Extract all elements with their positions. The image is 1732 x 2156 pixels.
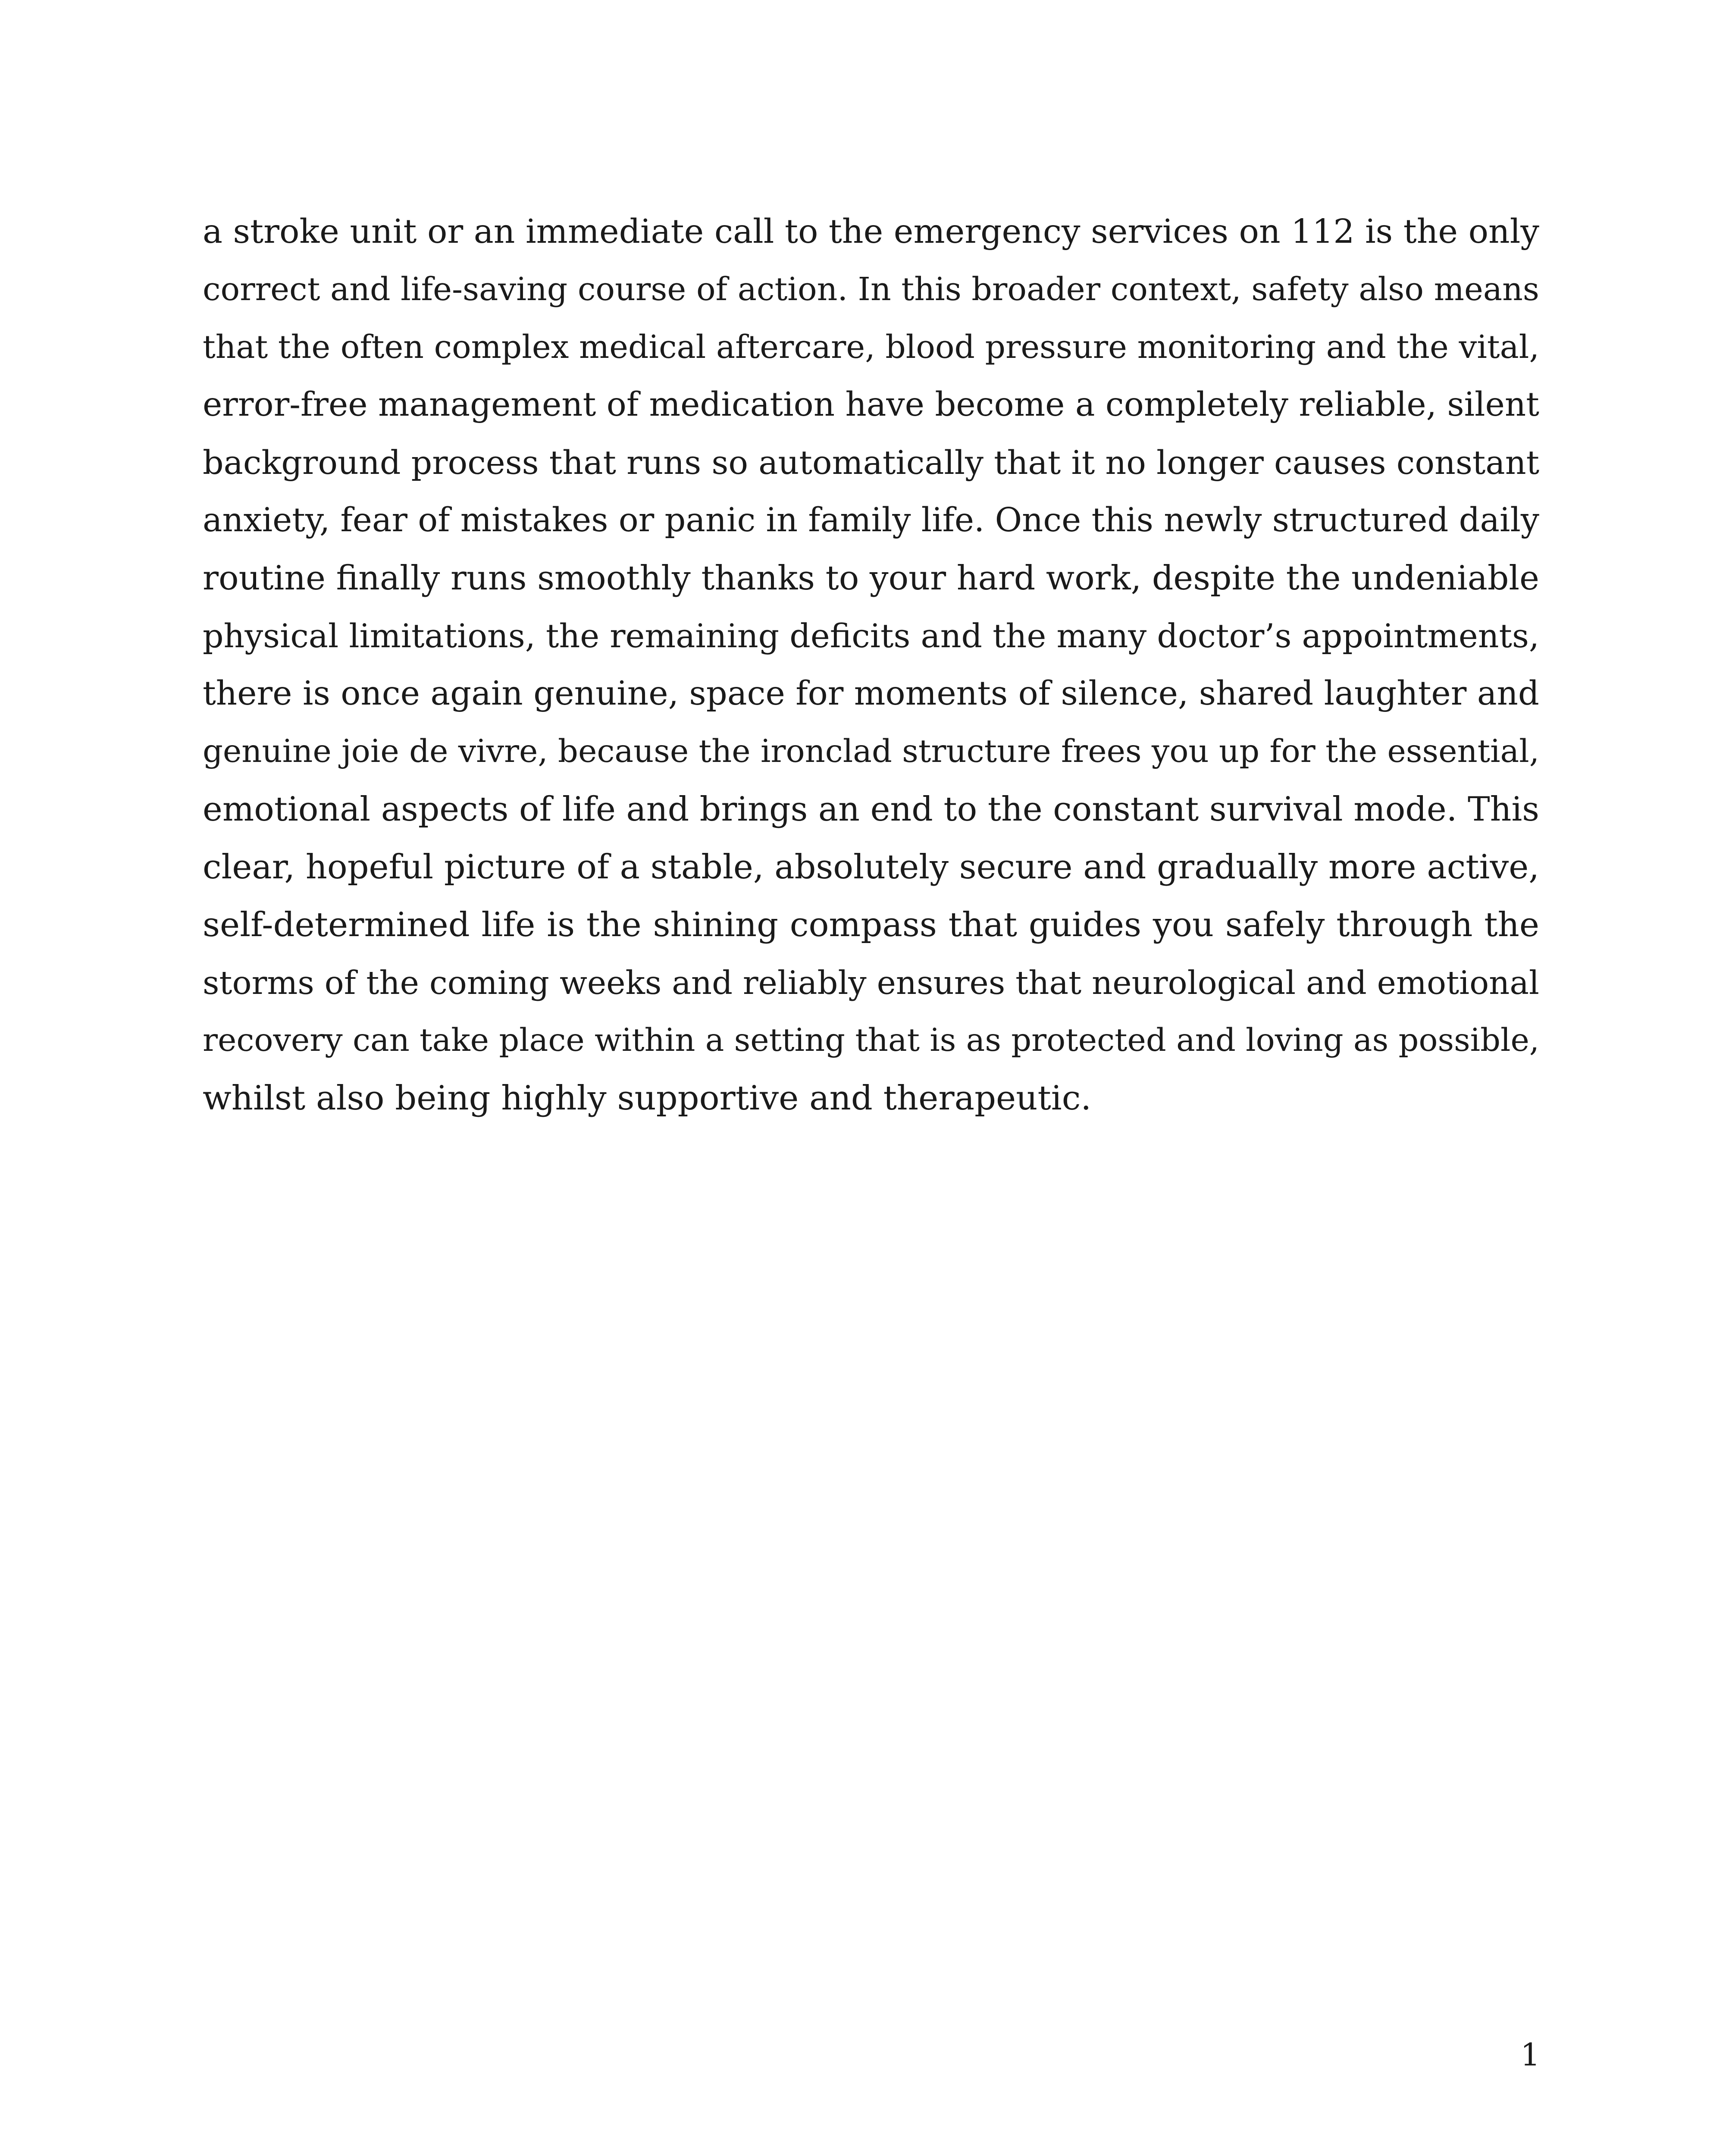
paragraph-line: physical limitations, the remaining deficits and the many doctor’s appointments, [203, 617, 1539, 655]
paragraph-line: recovery can take place within a setting that is as protected and loving as possible, [203, 1022, 1540, 1059]
body-paragraph [203, 203, 1539, 1127]
page-number: 1 [1520, 2037, 1540, 2073]
paragraph-line: genuine joie de vivre, because the ironclad structure frees you up for the essential, [203, 733, 1539, 770]
paragraph-line: that the often complex medical aftercare, blood pressure monitoring and the vital, [203, 329, 1539, 366]
paragraph-line: there is once again genuine, space for moments of silence, shared laughter and [203, 674, 1539, 713]
paragraph-line: routine finally runs smoothly thanks to your hard work, despite the undeniable [203, 559, 1539, 598]
paragraph-line: emotional aspects of life and brings an end to the constant survival mode. This [203, 790, 1539, 829]
paragraph-line: storms of the coming weeks and reliably ensures that neurological and emotional [203, 964, 1539, 1002]
paragraph-line: error-free management of medication have become a completely reliable, silent [203, 385, 1539, 424]
paragraph-line: a stroke unit or an immediate call to the emergency services on 112 is the only [203, 212, 1539, 251]
paragraph-line: whilst also being highly supportive and therapeutic. [203, 1079, 1092, 1118]
paragraph-line: self-determined life is the shining compass that guides you safely through the [203, 906, 1539, 944]
paragraph-line: background process that runs so automatically that it no longer causes constant [203, 444, 1540, 482]
paragraph-line: anxiety, fear of mistakes or panic in family life. Once this newly structured daily [203, 501, 1539, 539]
paragraph-line: clear, hopeful picture of a stable, absolutely secure and gradually more active, [203, 848, 1539, 887]
paragraph-line: correct and life-saving course of action. In this broader context, safety also means [203, 271, 1539, 308]
